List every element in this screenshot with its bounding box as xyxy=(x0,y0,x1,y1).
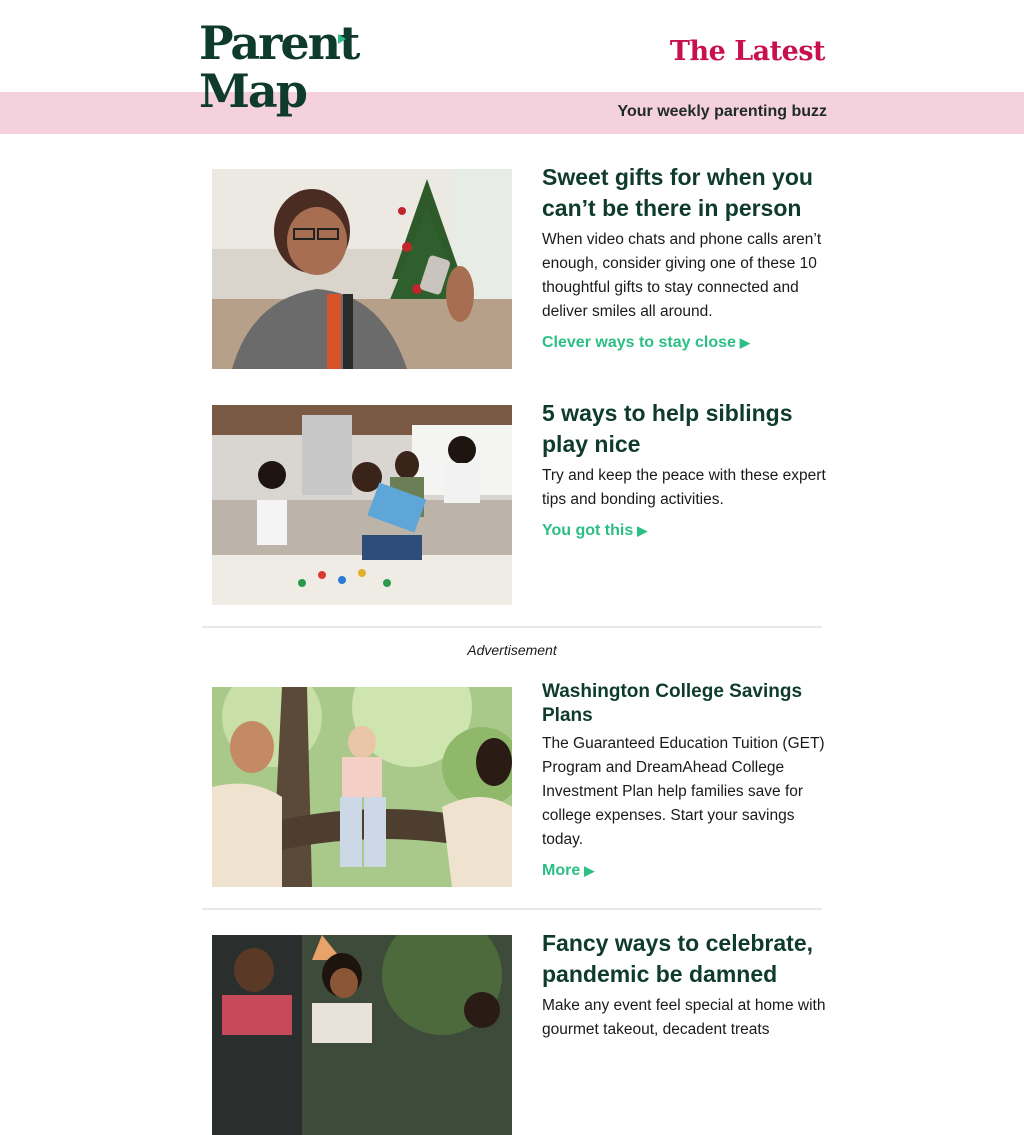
advertisement-label: Advertisement xyxy=(467,642,557,658)
play-arrow-icon: ▶ xyxy=(637,523,648,538)
ad-link[interactable] xyxy=(542,862,594,880)
article-text xyxy=(542,928,826,1042)
article-image[interactable] xyxy=(212,935,512,1135)
article-body: Make any event feel special at home with gourmet takeout, decadent treats xyxy=(542,997,826,1038)
article-body: Try and keep the peace with these expert tips and bonding activities. xyxy=(542,467,826,508)
play-arrow-icon: ▶ xyxy=(739,335,750,350)
grandmother-photo xyxy=(212,169,512,369)
celebration-photo xyxy=(212,935,512,1135)
article-title[interactable]: Fancy ways to celebrate, pandemic be damned xyxy=(542,930,814,987)
ad-link-label: More xyxy=(542,862,581,879)
ad-text xyxy=(542,680,826,880)
parents-tree-photo xyxy=(212,687,512,887)
divider xyxy=(202,908,822,910)
logo-play-icon xyxy=(338,34,346,44)
article-image[interactable] xyxy=(212,405,512,605)
tagline: Your weekly parenting buzz xyxy=(617,103,827,120)
article-link[interactable] xyxy=(542,522,647,540)
ad-title[interactable]: Washington College Savings Plans xyxy=(542,681,803,726)
logo-line1: Parent xyxy=(199,16,359,70)
article-text xyxy=(542,162,826,352)
article-link-label: You got this xyxy=(542,522,634,539)
article-image[interactable] xyxy=(212,169,512,369)
section-title: The Latest xyxy=(669,36,825,67)
article-link[interactable] xyxy=(542,334,750,352)
ad-body: The Guaranteed Education Tuition (GET) Program and DreamAhead College Investment Plan help families save for college expenses. Start your savings today. xyxy=(542,735,825,848)
parentmap-logo[interactable] xyxy=(199,16,359,120)
article-title[interactable]: Sweet gifts for when you can’t be there in person xyxy=(542,164,813,221)
ad-image[interactable] xyxy=(212,687,512,887)
siblings-photo xyxy=(212,405,512,605)
divider xyxy=(202,626,822,628)
article-body: When video chats and phone calls aren’t enough, consider giving one of these 10 thoughtful gifts to stay connected and deliver smiles all around. xyxy=(542,231,822,320)
article-link-label: Clever ways to stay close xyxy=(542,334,736,351)
article-title[interactable]: 5 ways to help siblings play nice xyxy=(542,400,793,457)
play-arrow-icon: ▶ xyxy=(584,863,595,878)
logo-line2: Map xyxy=(199,64,306,118)
tagline-band xyxy=(0,92,1024,134)
article-text xyxy=(542,398,826,540)
